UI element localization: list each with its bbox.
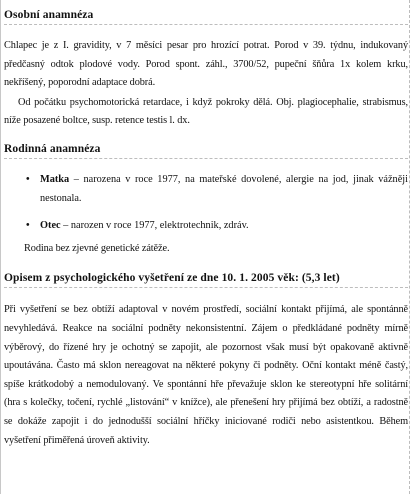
- personal-history-paragraph-2: Od počátku psychomotorická retardace, i když pokroky dělá. Obj. plagiocephalie, strabismus, níže posazené boltce, susp. retence testis l. dx.: [4, 96, 408, 127]
- bullet-icon: •: [26, 173, 30, 185]
- list-item-label: Otec: [40, 220, 61, 232]
- section-heading-personal-history: Osobní anamnéza: [4, 9, 94, 21]
- document-body: [4, 6, 408, 450]
- section-heading-psychological-exam: Opisem z psychologického vyšetření ze dne 10. 1. 2005 věk: (5,3 let): [4, 272, 340, 285]
- heading-divider: [4, 287, 408, 288]
- list-item-mother: [4, 171, 408, 208]
- heading-divider: [4, 24, 408, 25]
- section-heading-family-history: Rodinná anamnéza: [4, 142, 101, 155]
- family-history-summary: Rodina bez zjevné genetické zátěže.: [24, 242, 170, 254]
- list-item-text: – narozen v roce 1977, elektrotechnik, zdráv.: [60, 220, 249, 232]
- right-margin-line: [409, 0, 410, 494]
- personal-history-paragraph-1: Chlapec je z I. gravidity, v 7 měsíci pesar pro hrozící potrat. Porod v 39. týdnu, indukovaný předčasný odtok plodové vody. Porod spont. záhl., 3700/52, pupeční šňůra 1x kolem krku, nekříšený, poporodní adaptace dobrá.: [4, 40, 408, 89]
- list-item-father: [4, 217, 408, 236]
- family-members-list: [4, 171, 408, 236]
- list-item-label: Matka: [40, 173, 70, 185]
- psychological-exam-paragraph: Při vyšetření se bez obtíží adaptoval v novém prostředí, sociální kontakt přijímá, ale spontánně nevyhledává. Reakce na sociální podněty nekonsistentní. Zájem o předkládané podněty mírně výběrový, do řízené hry je ochotný se zapojit, ale pozornost však musí být opakovaně aktivně upoutávána. Často má sklon nereagovat na některé pokyny či podněty. Oční kontakt méně častý, spíše krátkodobý a nemodulovaný. Ve spontánní hře převažuje sklon ke stereotypní hře solitární (hra s kolečky, točení, rychlé „listování“ v knížce), ale přenešení hry přijímá bez obtíží, a radostně se dokáže zapojit i do jednodušší sociální hříčky iniciované rodiči nebo asistentkou. Během vyšetření přiměřená úroveň aktivity.: [4, 304, 408, 446]
- heading-divider: [4, 158, 408, 159]
- left-margin-line: [0, 0, 1, 494]
- list-item-text: – narozena v roce 1977, na mateřské dovolené, alergie na jod, jinak vážněji nestonala.: [40, 173, 408, 204]
- bullet-icon: •: [26, 220, 30, 232]
